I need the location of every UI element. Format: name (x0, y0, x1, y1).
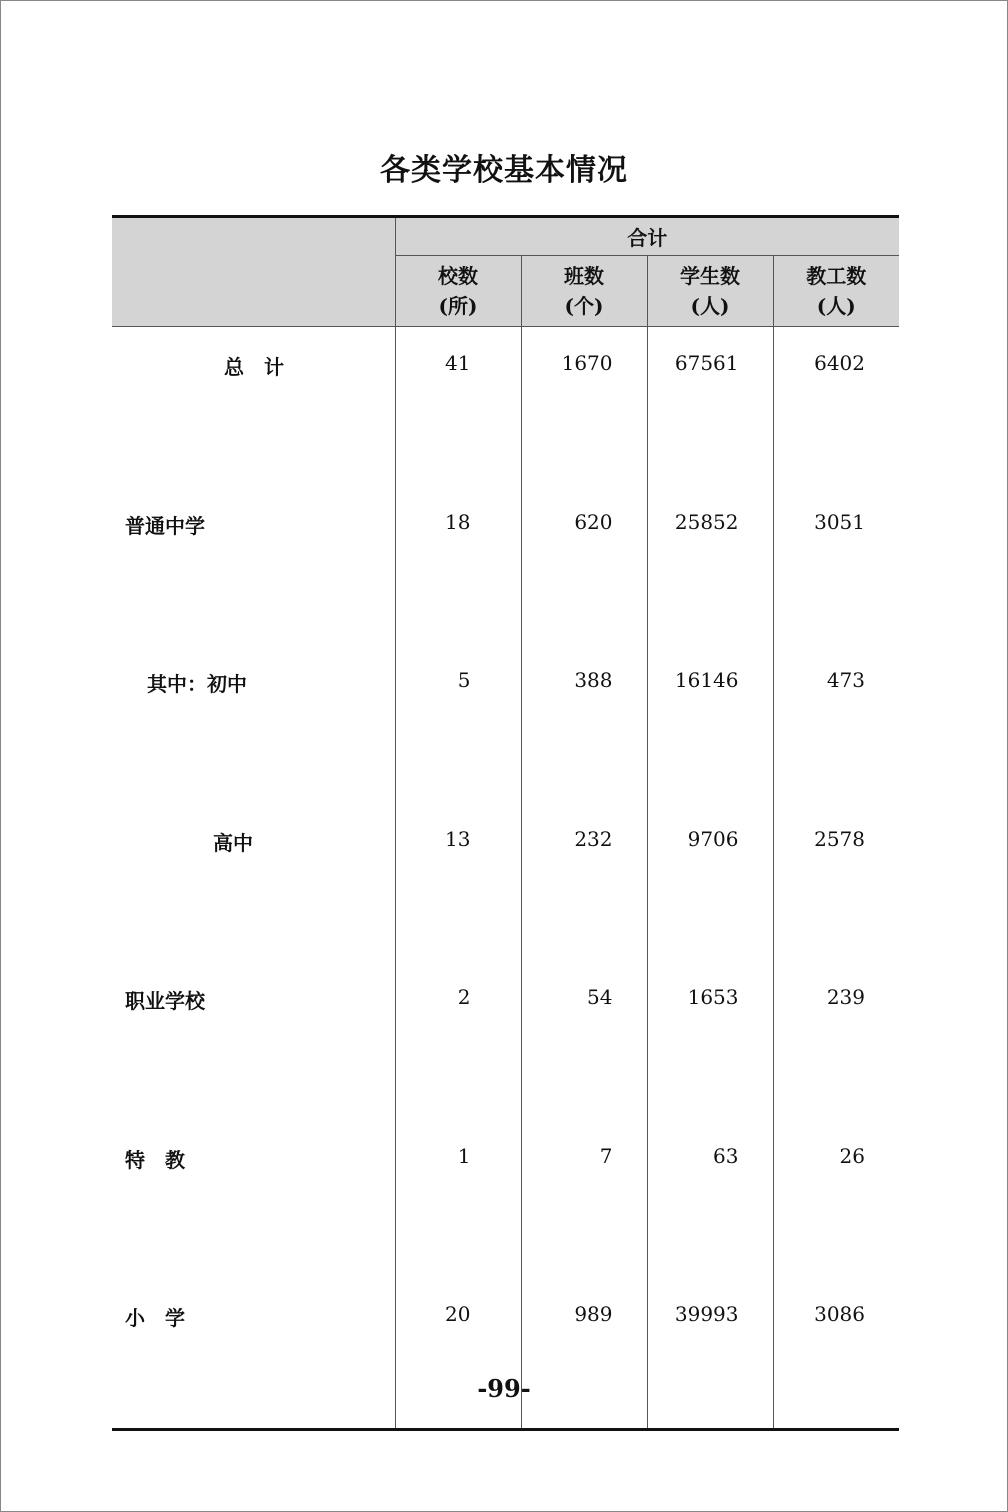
cell-schools: 2 (395, 961, 521, 1120)
cell-classes: 989 (521, 1278, 647, 1430)
cell-students: 67561 (647, 327, 773, 486)
cell-staff: 3051 (773, 486, 899, 645)
row-label: 总 计 (224, 355, 284, 379)
stub-header (112, 217, 395, 327)
cell-classes: 54 (521, 961, 647, 1120)
cell-schools: 20 (395, 1278, 521, 1430)
column-unit: (人) (690, 294, 730, 318)
cell-classes: 7 (521, 1120, 647, 1279)
table-row (112, 961, 899, 1120)
cell-students: 9706 (647, 803, 773, 962)
table-row (112, 644, 899, 803)
cell-staff: 26 (773, 1120, 899, 1279)
row-label: 普通中学 (125, 513, 205, 538)
cell-students: 39993 (647, 1278, 773, 1430)
cell-staff: 2578 (773, 803, 899, 962)
cell-classes: 1670 (521, 327, 647, 486)
page-title: 各类学校基本情况 (380, 153, 628, 188)
cell-classes: 388 (521, 644, 647, 803)
cell-students: 63 (647, 1120, 773, 1279)
column-unit: (个) (564, 294, 604, 318)
column-unit: (所) (438, 294, 478, 318)
statistics-table (112, 215, 899, 1431)
table-row (112, 327, 899, 486)
cell-schools: 5 (395, 644, 521, 803)
column-header-schools (395, 256, 521, 327)
row-label: 职业学校 (125, 989, 205, 1013)
cell-classes: 232 (521, 803, 647, 962)
column-header-classes (521, 256, 647, 327)
table-row (112, 1120, 899, 1279)
cell-schools: 18 (395, 486, 521, 645)
cell-schools: 1 (395, 1120, 521, 1279)
table-row (112, 1278, 899, 1430)
cell-schools: 41 (395, 327, 521, 486)
column-name: 班数 (564, 264, 604, 288)
cell-students: 25852 (647, 486, 773, 645)
column-name: 教工数 (806, 264, 867, 288)
group-header-total: 合计 (395, 217, 899, 256)
cell-students: 1653 (647, 961, 773, 1120)
cell-students: 16146 (647, 644, 773, 803)
row-label: 其中：初中 (147, 672, 247, 696)
column-name: 学生数 (680, 264, 740, 288)
column-name: 校数 (438, 264, 478, 288)
cell-schools: 13 (395, 803, 521, 962)
cell-staff: 473 (773, 644, 899, 803)
cell-staff: 239 (773, 961, 899, 1120)
row-label: 特 教 (125, 1147, 185, 1172)
table-row (112, 803, 899, 962)
table-row (112, 486, 899, 645)
cell-staff: 3086 (773, 1278, 899, 1430)
cell-classes: 620 (521, 486, 647, 645)
row-label: 小 学 (112, 1278, 395, 1430)
column-header-students (647, 256, 773, 327)
column-header-staff (773, 256, 899, 327)
column-unit: (人) (816, 294, 856, 318)
page-number: -99- (477, 1374, 531, 1403)
cell-staff: 6402 (773, 327, 899, 486)
row-label: 高中 (213, 830, 253, 855)
